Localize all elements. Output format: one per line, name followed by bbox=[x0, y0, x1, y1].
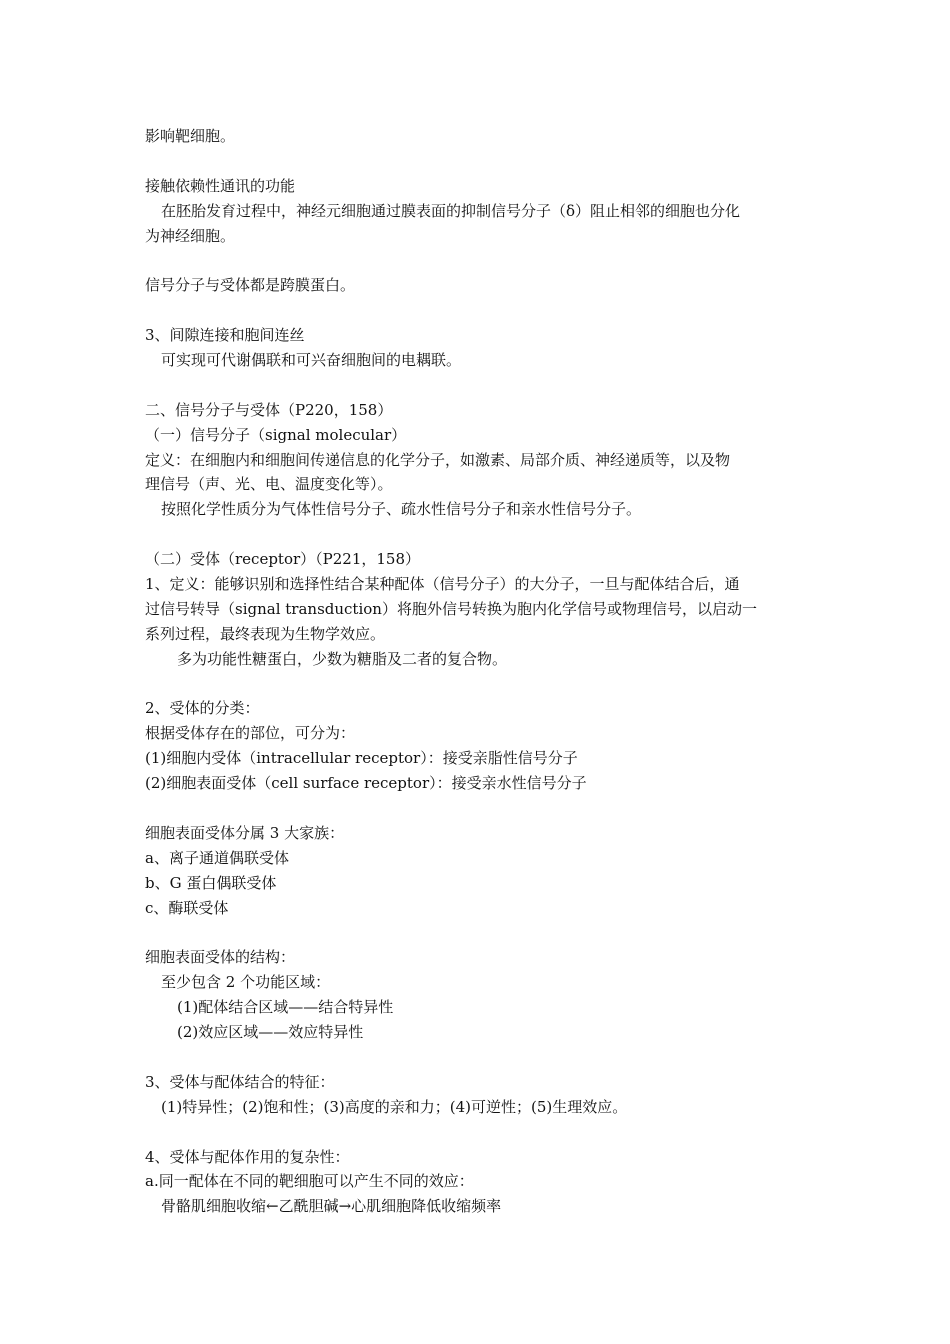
text-line: 2、受体的分类： bbox=[145, 699, 260, 718]
text-line: a.同一配体在不同的靶细胞可以产生不同的效应： bbox=[145, 1172, 474, 1191]
text-line: (2)细胞表面受体（cell surface receptor）：接受亲水性信号分子 bbox=[145, 774, 587, 793]
text-line: 3、间隙连接和胞间连丝 bbox=[145, 326, 305, 345]
text-line: 理信号（声、光、电、温度变化等）。 bbox=[145, 475, 393, 494]
text-line: c、酶联受体 bbox=[145, 898, 229, 917]
text-line: 在胚胎发育过程中，神经元细胞通过膜表面的抑制信号分子（δ）阻止相邻的细胞也分化 bbox=[161, 201, 741, 220]
text-line: 可实现可代谢偶联和可兴奋细胞间的电耦联。 bbox=[161, 351, 462, 370]
text-line: 过信号转导（signal transduction）将胞外信号转换为胞内化学信号或物理信号，以启动一 bbox=[145, 599, 757, 618]
text-line: (2)效应区域——效应特异性 bbox=[177, 1023, 364, 1042]
text-line: 4、受体与配体作用的复杂性： bbox=[145, 1147, 350, 1166]
text-line: (1)特异性；(2)饱和性；(3)高度的亲和力；(4)可逆性；(5)生理效应。 bbox=[161, 1097, 628, 1116]
blank-line bbox=[145, 796, 815, 821]
text-line: 细胞表面受体分属 3 大家族： bbox=[145, 823, 345, 842]
text-line: (1)配体结合区域——结合特异性 bbox=[177, 998, 394, 1017]
text-line: 1、定义：能够识别和选择性结合某种配体（信号分子）的大分子，一旦与配体结合后，通 bbox=[145, 575, 740, 594]
blank-line bbox=[145, 298, 815, 323]
blank-line bbox=[145, 1045, 815, 1070]
blank-line bbox=[145, 921, 815, 946]
text-line: 接触依赖性通讯的功能 bbox=[145, 176, 296, 195]
text-line: （二）受体（receptor）（P221，158） bbox=[145, 550, 421, 569]
blank-line bbox=[145, 373, 815, 398]
text-line: 骨骼肌细胞收缩←乙酰胆碱→心肌细胞降低收缩频率 bbox=[161, 1197, 502, 1216]
text-line: b、G 蛋白偶联受体 bbox=[145, 873, 277, 892]
text-line: 至少包含 2 个功能区域： bbox=[161, 973, 331, 992]
blank-line bbox=[145, 1120, 815, 1145]
blank-line bbox=[145, 149, 815, 174]
text-line: (1)细胞内受体（intracellular receptor）：接受亲脂性信号分子 bbox=[145, 749, 578, 768]
text-line: 信号分子与受体都是跨膜蛋白。 bbox=[145, 276, 356, 295]
text-line: 多为功能性糖蛋白，少数为糖脂及二者的复合物。 bbox=[177, 649, 508, 668]
text-line: 影响靶细胞。 bbox=[145, 127, 236, 145]
blank-line bbox=[145, 248, 815, 273]
document-page bbox=[145, 124, 815, 1219]
text-line: 按照化学性质分为气体性信号分子、疏水性信号分子和亲水性信号分子。 bbox=[161, 500, 642, 519]
blank-line bbox=[145, 672, 815, 697]
text-line: （一）信号分子（signal molecular） bbox=[145, 425, 407, 444]
text-line: 根据受体存在的部位，可分为： bbox=[145, 724, 356, 743]
text-line: 系列过程，最终表现为生物学效应。 bbox=[145, 624, 386, 643]
text-line: 二、信号分子与受体（P220，158） bbox=[145, 400, 393, 419]
text-line: a、离子通道偶联受体 bbox=[145, 848, 289, 867]
blank-line bbox=[145, 522, 815, 547]
text-line: 细胞表面受体的结构： bbox=[145, 948, 296, 967]
text-line: 定义：在细胞内和细胞间传递信息的化学分子，如激素、局部介质、神经递质等，以及物 bbox=[145, 450, 731, 469]
text-line: 3、受体与配体结合的特征： bbox=[145, 1072, 335, 1091]
text-line: 为神经细胞。 bbox=[145, 226, 236, 245]
